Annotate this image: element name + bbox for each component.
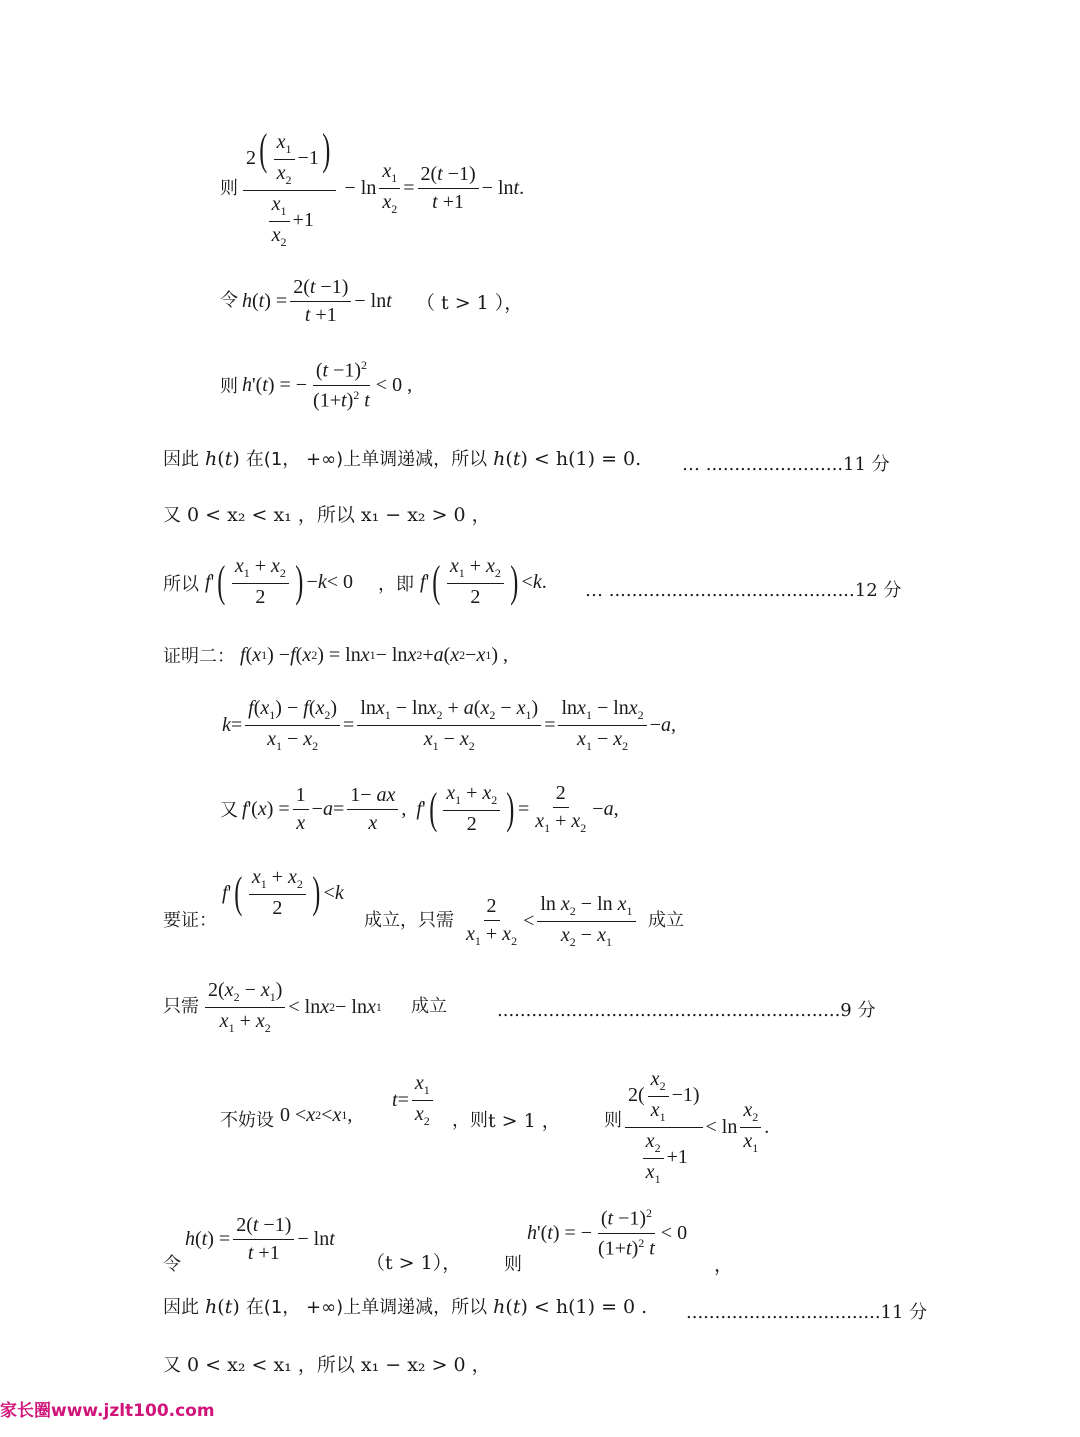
formula-h-def: h ( t ) = $\frac{2(t -1)}{t +1}$ − ln t — [242, 276, 392, 326]
chengli-label-1: 成立 — [648, 910, 684, 931]
ji-label: ，即 — [378, 574, 414, 595]
formula-fprime-x: f '( x ) = $\frac{1}{x}$ − a = $\frac{1- ax}{x}$ , f ' ( $\frac{x_1 + x_2}{2}$ ) = $\frac{2}{x_1 + x_2}$ − a , — [242, 782, 619, 835]
formula-k: k = $\frac{f(x_1) - f(x_2)}{x_1 - x_2}$ = $\frac{\ln x_1 - \ln x_2 + a(x_2 - x_1)}{x_1 - x_2}$ = $\frac{\ln x_1 - \ln x_2}{x_1 - x_2}$ − a , — [222, 697, 676, 753]
chengli-zhixu-label: 成立，只需 — [364, 910, 454, 931]
formula-ineq-t: 2( $\frac{x_2}{x_1}$ −1) $\frac{x_2}{x_1}$ +1 < ln $\frac{x_2}{x_1}$ . — [622, 1068, 769, 1187]
formula-need: $\frac{2}{x_1 + x_2}$ < $\frac{\ln x_2 - \ln x_1}{x_2 - x_1}$ — [460, 893, 639, 950]
zhixu-label: 只需 — [163, 996, 199, 1017]
formula-goal: f ' ( $\frac{x_1 + x_2}{2}$ ) < k — [222, 866, 344, 919]
formula-need-2: $\frac{2(x_2 - x_1)}{x_1 + x_2}$ < ln x 2 − ln x 1 — [202, 979, 382, 1036]
formula-hprime: h '( t ) = − $\frac{(t -1)^2}{(1+t)^2 t}$ < 0 , — [242, 358, 413, 412]
t-condition: （ t > 1 ）， — [416, 292, 524, 314]
ling-label: 令 — [220, 290, 238, 311]
you-line-1: 又 0 < x₂ < x₁ ，所以 x₁ − x₂ > 0 ， — [163, 504, 491, 526]
t-gt-1: t > 1 ， — [488, 1110, 561, 1132]
formula-order: 0 < x 2 < x 1 , — [280, 1104, 353, 1126]
ze2-label: 则 — [604, 1110, 622, 1131]
chengli-label-2: 成立 — [411, 996, 447, 1017]
ze3-label: 则 — [504, 1254, 522, 1275]
t-condition-2: （t > 1）， — [366, 1252, 462, 1274]
ling2-label: 令 — [163, 1254, 181, 1275]
formula-fprime-k: f ' ( $\frac{x_1 + x_2}{2}$ ) − k < 0 — [205, 555, 353, 608]
ze-t-label: ，则 — [452, 1110, 488, 1131]
monotone-line-2: 因此 h(t) 在(1， +∞)上单调递减，所以 h(t) < h(1) = 0 . — [163, 1296, 648, 1318]
score-11-a: … ........................11 分 — [682, 454, 890, 475]
hprime-ze-label: 则 — [220, 376, 238, 397]
you-line-2: 又 0 < x₂ < x₁ ，所以 x₁ − x₂ > 0 ， — [163, 1354, 491, 1376]
score-9: ............................................................9 分 — [497, 1000, 876, 1021]
formula-f-diff: f ( x 1 ) − f ( x 2 ) = ln x 1 − ln x 2 + a ( x 2 − x 1 ) , — [240, 644, 509, 666]
comma-mark: ， — [714, 1254, 734, 1276]
bufang-label: 不妨设 — [220, 1110, 274, 1131]
formula-h-def-2: h ( t ) = $\frac{2(t -1)}{t +1}$ − ln t — [185, 1214, 335, 1264]
suoyi-label: 所以 — [163, 574, 199, 595]
formula-1: 2( $\frac{x_1}{x_2}$ −1) $\frac{x_1}{x_2}$ +1 − ln $\frac{x_1}{x_2}$ = $\frac{2(t -1)}{t +1}$ − ln t . — [240, 128, 524, 250]
monotone-line-1: 因此 h(t) 在(1， +∞)上单调递减，所以 h(t) < h(1) = 0. — [163, 448, 642, 470]
yaozheng-label: 要证： — [163, 910, 217, 931]
formula-fprime-lt-k: f ' ( $\frac{x_1 + x_2}{2}$ ) < k . — [420, 555, 547, 608]
score-12: … ...........................................12 分 — [585, 580, 902, 601]
ze-label: 则 — [220, 178, 238, 199]
watermark: 家长圈www.jzlt100.com — [0, 1401, 215, 1421]
formula-t-def: t = $\frac{x_1}{x_2}$ — [392, 1072, 436, 1129]
proof-two-label: 证明二： — [163, 646, 235, 667]
formula-hprime-2: h '( t ) = − $\frac{(t -1)^2}{(1+t)^2 t}$ < 0 — [527, 1206, 688, 1260]
youf-label: 又 — [220, 800, 238, 821]
score-11-b: ..................................11 分 — [686, 1302, 928, 1323]
